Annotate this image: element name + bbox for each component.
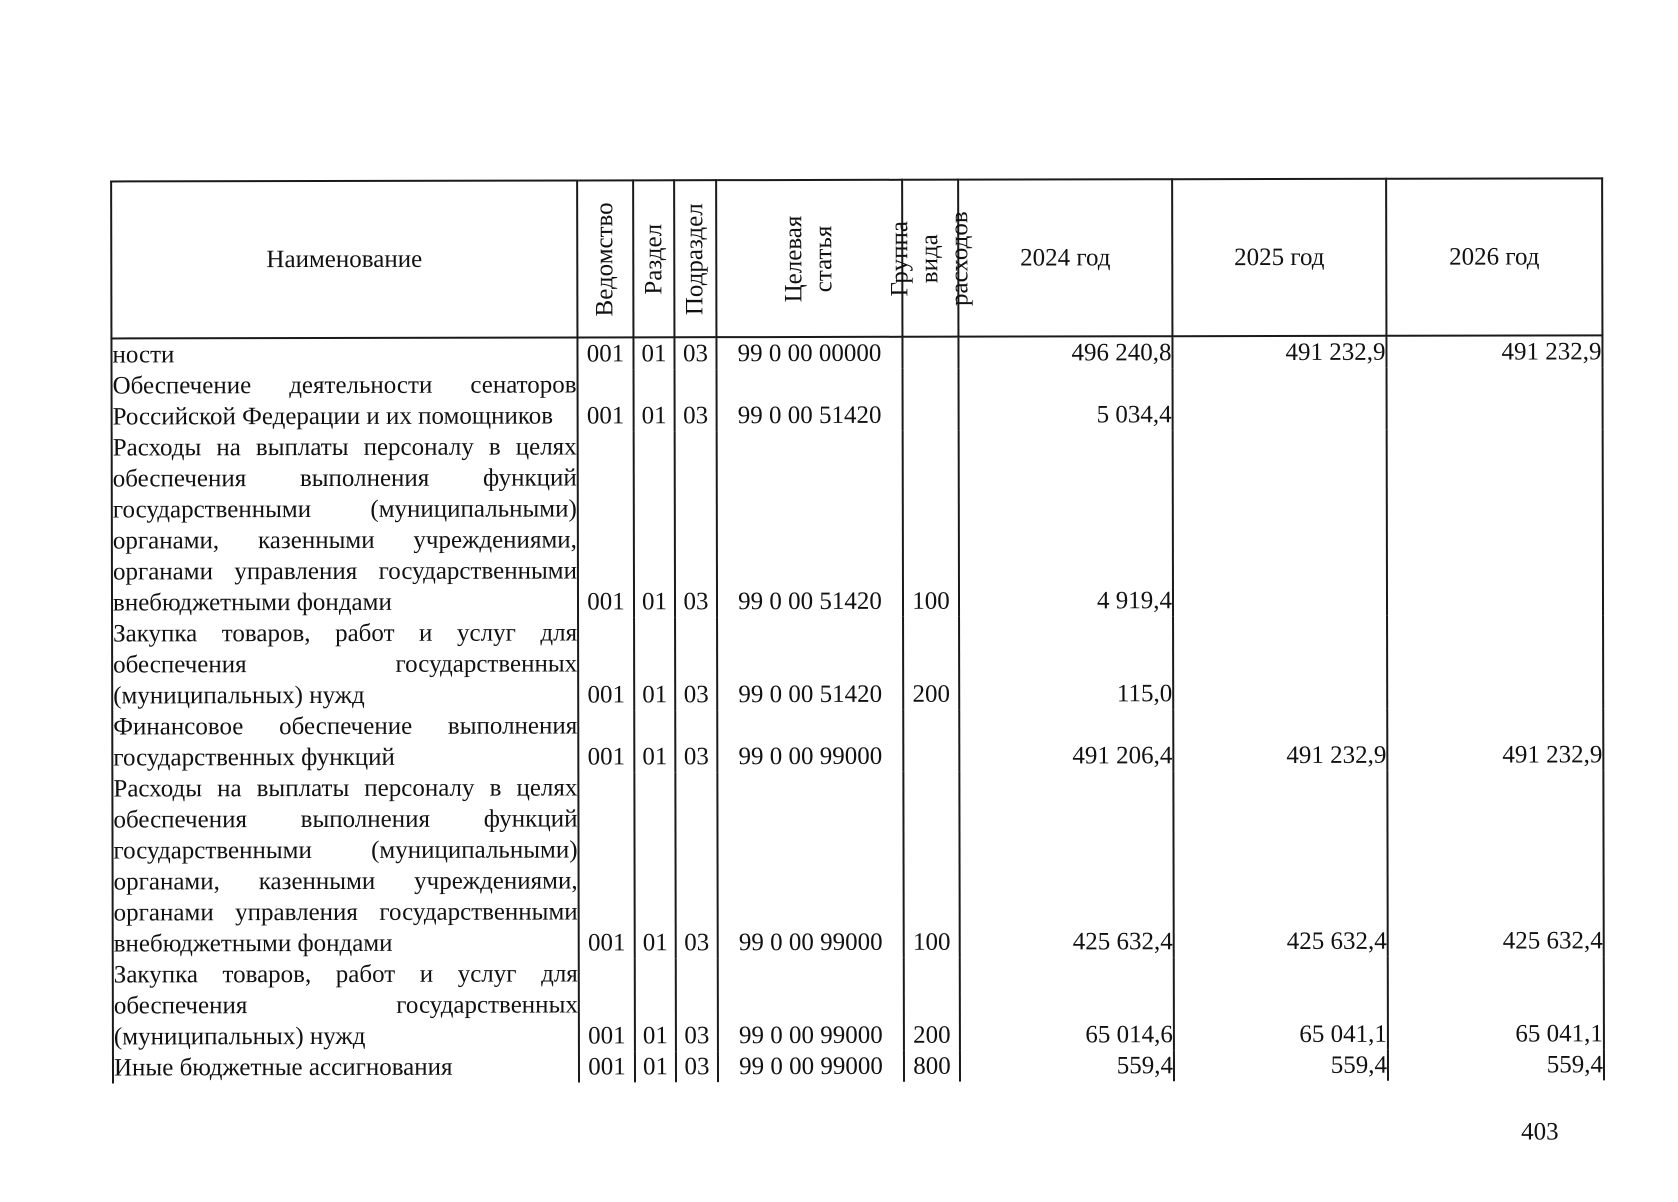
row-name bbox=[112, 431, 578, 618]
header-2026 bbox=[1386, 178, 1602, 335]
page-number: 403 bbox=[1521, 1118, 1559, 1146]
budget-table bbox=[110, 177, 1605, 1083]
row-name bbox=[113, 1051, 579, 1083]
row-pr: 03 bbox=[676, 958, 718, 1051]
row-pr: 03 bbox=[675, 710, 717, 772]
row-rz: 01 bbox=[634, 772, 675, 958]
header-2025-label: 2025 год bbox=[1234, 243, 1325, 272]
row-name-text: Обеспечение деятельности сенаторов Российской Федерации и их помощников bbox=[112, 371, 577, 431]
row-y2025 bbox=[1173, 430, 1387, 616]
row-y2024: 65 014,6 bbox=[960, 957, 1174, 1050]
table-row bbox=[112, 615, 1603, 711]
table-body bbox=[111, 335, 1604, 1083]
header-2025 bbox=[1172, 179, 1386, 336]
row-pr: 03 bbox=[675, 431, 717, 617]
row-vr bbox=[903, 710, 959, 772]
row-vr: 100 bbox=[903, 431, 959, 617]
row-ved: 001 bbox=[579, 958, 635, 1051]
row-cs: 99 0 00 51420 bbox=[717, 617, 903, 710]
row-name-text: Закупка товаров, работ и услуг для обеспечения государственных (муниципальных) нужд bbox=[113, 619, 578, 710]
header-podrazdel bbox=[674, 180, 716, 337]
row-name bbox=[113, 958, 579, 1052]
row-ved: 001 bbox=[578, 431, 634, 617]
row-ved: 001 bbox=[578, 710, 634, 772]
table-row bbox=[113, 1049, 1604, 1083]
row-name-text: Расходы на выплаты персоналу в целях обеспечения выполнения функций государственными (муниципальными) органами, казенными учреждениями, органами управления государственными внебюджетными фондами bbox=[112, 433, 577, 617]
header-gruppa bbox=[886, 180, 974, 337]
row-y2026: 65 041,1 bbox=[1388, 956, 1604, 1049]
row-ved: 001 bbox=[578, 617, 634, 710]
row-cs: 99 0 00 00000 bbox=[716, 337, 902, 369]
row-y2026 bbox=[1387, 615, 1603, 708]
row-rz: 01 bbox=[633, 337, 674, 369]
row-vr: 100 bbox=[903, 772, 959, 958]
header-vedomstvo bbox=[577, 180, 633, 337]
row-pr: 03 bbox=[675, 617, 717, 710]
row-rz: 01 bbox=[634, 369, 675, 431]
row-cs: 99 0 00 99000 bbox=[717, 772, 903, 958]
row-y2026: 491 232,9 bbox=[1387, 708, 1603, 770]
table-row bbox=[112, 429, 1603, 618]
row-rz: 01 bbox=[634, 710, 675, 772]
row-y2025 bbox=[1173, 368, 1387, 430]
row-pr: 03 bbox=[675, 369, 717, 431]
row-y2024: 491 206,4 bbox=[959, 709, 1173, 771]
header-2024-label: 2024 год bbox=[1020, 244, 1111, 272]
row-y2026 bbox=[1387, 367, 1603, 429]
table-row bbox=[112, 770, 1603, 959]
header-vedomstvo-label: Ведомство bbox=[591, 201, 619, 317]
row-rz: 01 bbox=[635, 958, 676, 1051]
row-ved: 001 bbox=[578, 772, 634, 958]
row-y2024: 4 919,4 bbox=[959, 430, 1173, 616]
table-row bbox=[113, 956, 1604, 1052]
row-rz: 01 bbox=[634, 431, 675, 617]
table-row bbox=[112, 708, 1603, 773]
row-vr bbox=[902, 337, 958, 369]
row-y2025: 559,4 bbox=[1174, 1050, 1388, 1081]
header-celevaya-label: Целевая статья bbox=[780, 215, 838, 302]
header-podrazdel-label: Подраздел bbox=[681, 202, 709, 315]
row-ved: 001 bbox=[579, 1051, 635, 1082]
row-vr: 200 bbox=[904, 958, 960, 1051]
row-pr: 03 bbox=[674, 337, 716, 369]
row-name-text: ности bbox=[112, 341, 175, 369]
row-vr bbox=[903, 369, 959, 431]
row-y2025 bbox=[1173, 616, 1387, 709]
row-name bbox=[111, 337, 577, 370]
row-ved: 001 bbox=[577, 337, 633, 369]
row-y2025: 425 632,4 bbox=[1173, 771, 1387, 957]
row-ved: 001 bbox=[578, 369, 634, 431]
row-y2026: 425 632,4 bbox=[1387, 770, 1603, 956]
row-y2025: 491 232,9 bbox=[1172, 336, 1386, 368]
row-y2025: 491 232,9 bbox=[1173, 709, 1387, 771]
row-y2025: 65 041,1 bbox=[1174, 957, 1388, 1050]
row-cs: 99 0 00 99000 bbox=[718, 958, 904, 1051]
table-row bbox=[112, 367, 1603, 432]
row-vr: 800 bbox=[904, 1051, 960, 1082]
header-celevaya bbox=[716, 180, 902, 337]
table-row bbox=[111, 335, 1602, 370]
row-name-text: Расходы на выплаты персоналу в целях обеспечения выполнения функций государственными (муниципальными) органами, казенными учреждениями, органами управления государственными внебюджетными фондами bbox=[113, 774, 578, 958]
header-gruppa-label: Группа вида расходов bbox=[886, 210, 974, 306]
header-2026-label: 2026 год bbox=[1449, 243, 1540, 271]
row-rz: 01 bbox=[634, 617, 675, 710]
row-name bbox=[112, 369, 578, 432]
row-pr: 03 bbox=[675, 772, 717, 958]
row-y2026: 559,4 bbox=[1388, 1049, 1604, 1080]
row-cs: 99 0 00 51420 bbox=[717, 431, 903, 617]
header-razdel bbox=[633, 180, 674, 337]
row-vr: 200 bbox=[903, 617, 959, 710]
table-header-row bbox=[111, 178, 1602, 338]
row-y2026 bbox=[1387, 429, 1603, 615]
row-name-text: Закупка товаров, работ и услуг для обеспечения государственных (муниципальных) нужд bbox=[113, 960, 578, 1051]
row-name bbox=[112, 772, 578, 959]
row-y2024: 425 632,4 bbox=[959, 771, 1173, 957]
row-name-text: Финансовое обеспечение выполнения государственных функций bbox=[113, 712, 578, 772]
row-name bbox=[112, 710, 578, 773]
row-pr: 03 bbox=[676, 1051, 718, 1082]
row-cs: 99 0 00 51420 bbox=[717, 369, 903, 431]
row-y2024: 115,0 bbox=[959, 616, 1173, 709]
row-y2024: 5 034,4 bbox=[959, 368, 1173, 430]
row-y2024: 496 240,8 bbox=[958, 336, 1172, 368]
header-name-label: Наименование bbox=[266, 245, 423, 274]
header-2024 bbox=[958, 179, 1172, 336]
row-rz: 01 bbox=[635, 1051, 676, 1082]
row-name bbox=[112, 617, 578, 711]
header-name bbox=[111, 180, 577, 338]
row-y2026: 491 232,9 bbox=[1386, 335, 1602, 367]
row-y2024: 559,4 bbox=[960, 1050, 1174, 1081]
row-cs: 99 0 00 99000 bbox=[717, 710, 903, 772]
row-cs: 99 0 00 99000 bbox=[718, 1051, 904, 1082]
row-name-text: Иные бюджетные ассигнования bbox=[113, 1053, 453, 1082]
header-razdel-label: Раздел bbox=[639, 223, 667, 295]
